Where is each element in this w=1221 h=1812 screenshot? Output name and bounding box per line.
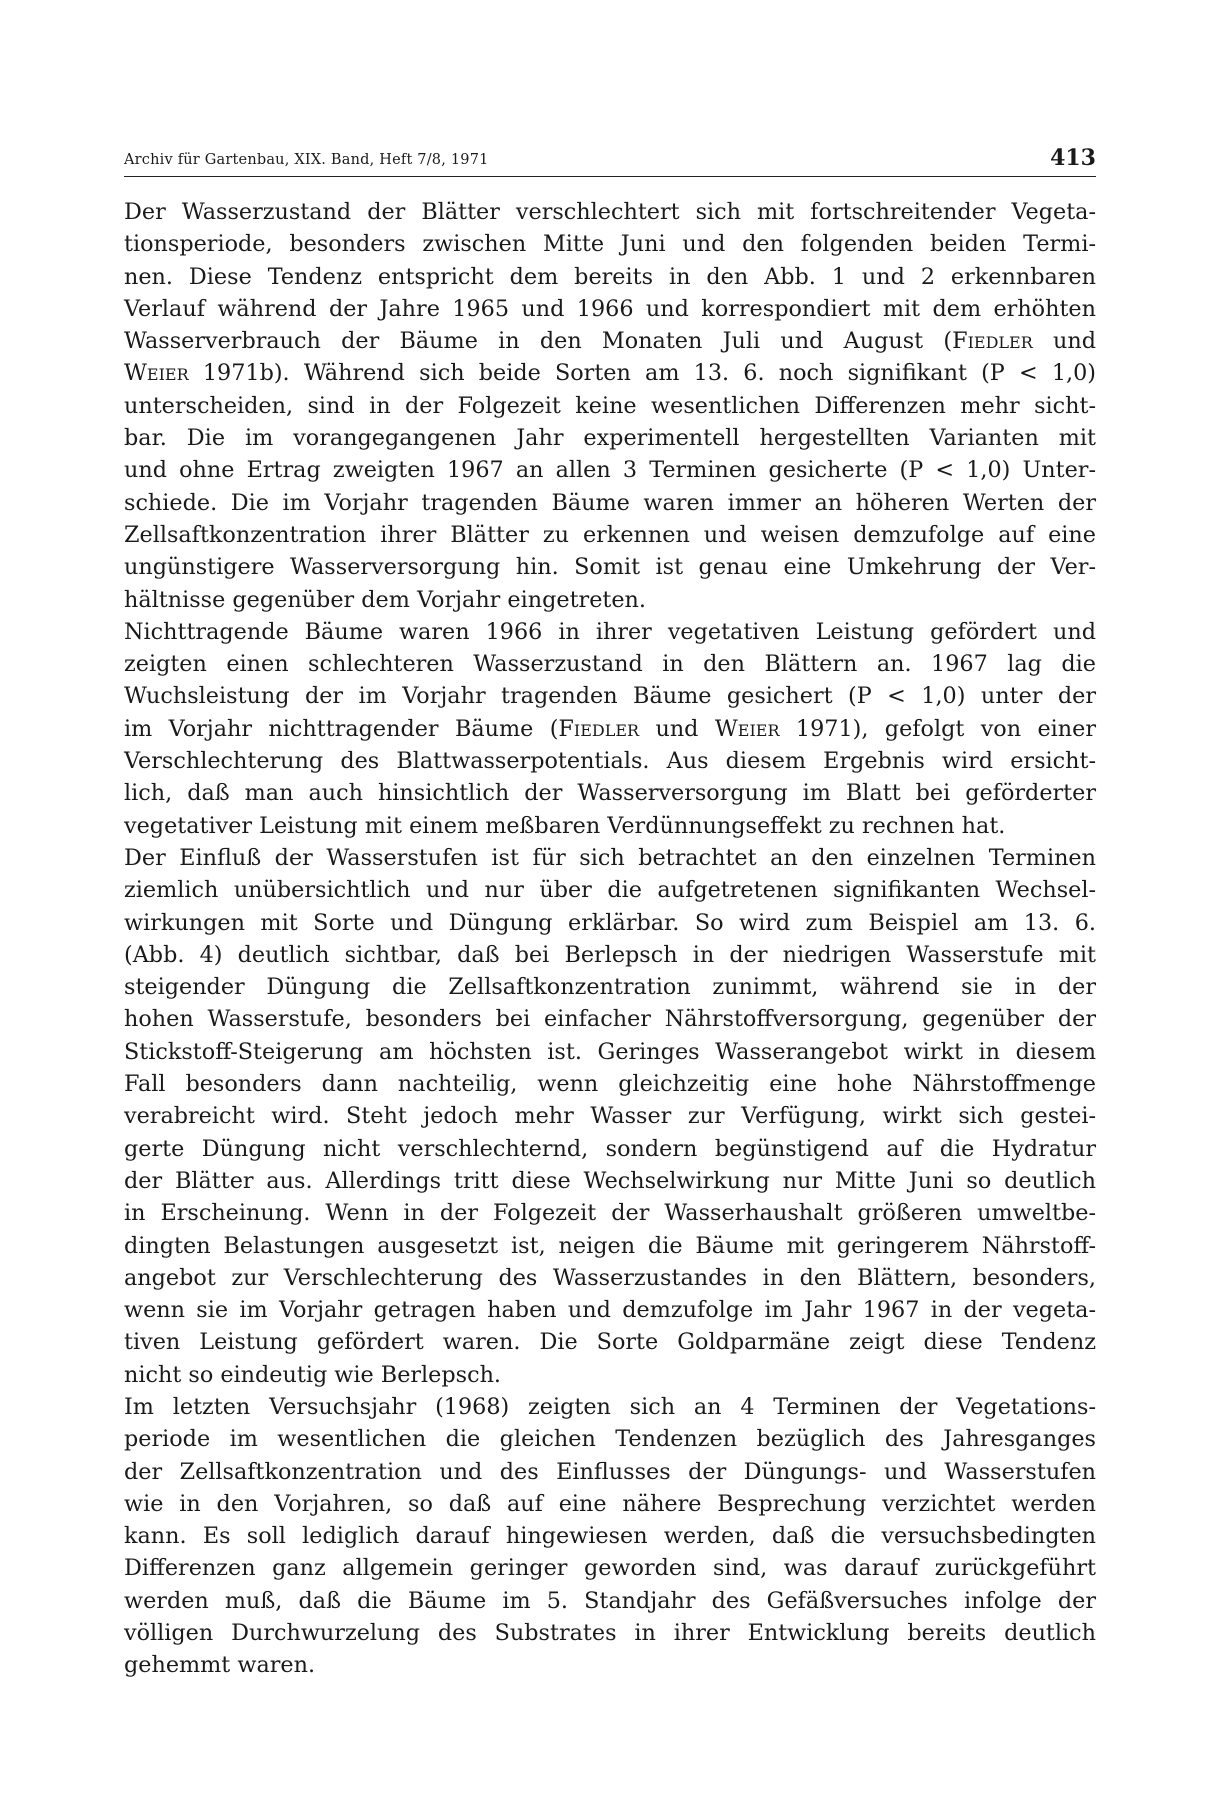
text-line: Der Wasserzustand der Blätter verschlechtert sich mit fortschreitender Vegeta- [124,199,1096,225]
text-line: der Blätter aus. Allerdings tritt diese Wechselwirkung nur Mitte Juni so deutlich [124,1167,1096,1194]
text-line: vegetativer Leistung mit einem meßbaren Verdünnungseffekt zu rechnen hat. [124,812,1006,839]
text-line: kann. Es soll lediglich darauf hingewiesen werden, daß die versuchsbedingten [124,1523,1096,1550]
text-line: und ohne Ertrag zweigten 1967 an allen 3 Terminen gesicherte (P < 1,0) Unter- [124,457,1096,484]
page [124,140,1096,1682]
text-line: lich, daß man auch hinsichtlich der Wasserversorgung im Blatt bei geförderter [124,780,1096,807]
text-line: Differenzen ganz allgemein geringer geworden sind, was darauf zurückgeführt [124,1555,1096,1582]
text-line: in Erscheinung. Wenn in der Folgezeit der Wasserhaushalt größeren umweltbe- [124,1200,1096,1227]
text-line: gerte Düngung nicht verschlechternd, sondern begünstigend auf die Hydratur [124,1135,1096,1162]
text-line: hältnisse gegenüber dem Vorjahr eingetreten. [124,586,646,613]
text-line: (Abb. 4) deutlich sichtbar, daß bei Berlepsch in der niedrigen Wasserstufe mit [124,941,1096,968]
text-line: ziemlich unübersichtlich und nur über die aufgetretenen signifikanten Wechsel- [124,877,1096,904]
text-line: wie in den Vorjahren, so daß auf eine nähere Besprechung verzichtet werden [124,1490,1096,1517]
journal-citation: Archiv für Gartenbau, XIX. Band, Heft 7/8, 1971 [124,152,489,168]
text-line: wirkungen mit Sorte und Düngung erklärbar. So wird zum Beispiel am 13. 6. [124,909,1096,936]
text-line: gehemmt waren. [124,1652,316,1679]
text-line: bar. Die im vorangegangenen Jahr experimentell hergestellten Varianten mit [124,425,1096,452]
running-head [124,140,1096,177]
text-line: ungünstigere Wasserversorgung hin. Somit ist genau eine Umkehrung der Ver- [124,554,1096,581]
text-line: werden muß, daß die Bäume im 5. Standjahr des Gefäßversuches infolge der [124,1587,1096,1614]
body-text [124,196,1096,1682]
text-line: Verschlechterung des Blattwasserpotentials. Aus diesem Ergebnis wird ersicht- [124,748,1096,775]
text-line: Nichttragende Bäume waren 1966 in ihrer vegetativen Leistung gefördert und [124,618,1096,645]
text-line: schiede. Die im Vorjahr tragenden Bäume waren immer an höheren Werten der [124,489,1096,516]
text-line: im Vorjahr nichttragender Bäume (Fiedler und Weier 1971), gefolgt von einer [124,715,1096,742]
text-line: wenn sie im Vorjahr getragen haben und demzufolge im Jahr 1967 in der vegeta- [124,1297,1096,1324]
text-line: der Zellsaftkonzentration und des Einflusses der Düngungs- und Wasserstufen [124,1458,1096,1485]
text-line: periode im wesentlichen die gleichen Tendenzen bezüglich des Jahresganges [124,1426,1096,1453]
text-line: verabreicht wird. Steht jedoch mehr Wasser zur Verfügung, wirkt sich gestei- [124,1103,1096,1130]
page-number: 413 [1050,145,1096,171]
text-line: Verlauf während der Jahre 1965 und 1966 und korrespondiert mit dem erhöhten [124,295,1096,322]
text-line: Wasserverbrauch der Bäume in den Monaten Juli und August (Fiedler und [124,328,1096,355]
text-line: steigender Düngung die Zellsaftkonzentration zunimmt, während sie in der [124,974,1096,1001]
text-line: Im letzten Versuchsjahr (1968) zeigten sich an 4 Terminen der Vegetations- [124,1393,1096,1420]
text-line: zeigten einen schlechteren Wasserzustand in den Blättern an. 1967 lag die [124,651,1096,678]
text-line: Fall besonders dann nachteilig, wenn gleichzeitig eine hohe Nährstoffmenge [124,1071,1096,1098]
text-line: dingten Belastungen ausgesetzt ist, neigen die Bäume mit geringerem Nährstoff- [124,1232,1096,1259]
text-line: Weier 1971b). Während sich beide Sorten am 13. 6. noch signifikant (P < 1,0) [124,360,1096,387]
text-line: völligen Durchwurzelung des Substrates in ihrer Entwicklung bereits deutlich [124,1620,1096,1647]
text-line: Der Einfluß der Wasserstufen ist für sich betrachtet an den einzelnen Terminen [124,844,1096,871]
text-line: nen. Diese Tendenz entspricht dem bereits in den Abb. 1 und 2 erkennbaren [124,263,1096,290]
text-line: Wuchsleistung der im Vorjahr tragenden Bäume gesichert (P < 1,0) unter der [124,683,1096,710]
text-line: hohen Wasserstufe, besonders bei einfacher Nährstoffversorgung, gegenüber der [124,1006,1096,1033]
text-line: angebot zur Verschlechterung des Wasserzustandes in den Blättern, besonders, [124,1264,1096,1291]
text-line: tionsperiode, besonders zwischen Mitte Juni und den folgenden beiden Termi- [124,231,1096,258]
text-line: tiven Leistung gefördert waren. Die Sorte Goldparmäne zeigt diese Tendenz [124,1329,1096,1356]
text-line: nicht so eindeutig wie Berlepsch. [124,1361,502,1388]
text-line: unterscheiden, sind in der Folgezeit keine wesentlichen Differenzen mehr sicht- [124,392,1096,419]
text-line: Zellsaftkonzentration ihrer Blätter zu erkennen und weisen demzufolge auf eine [124,521,1096,548]
text-line: Stickstoff-Steigerung am höchsten ist. Geringes Wasserangebot wirkt in diesem [124,1038,1096,1065]
